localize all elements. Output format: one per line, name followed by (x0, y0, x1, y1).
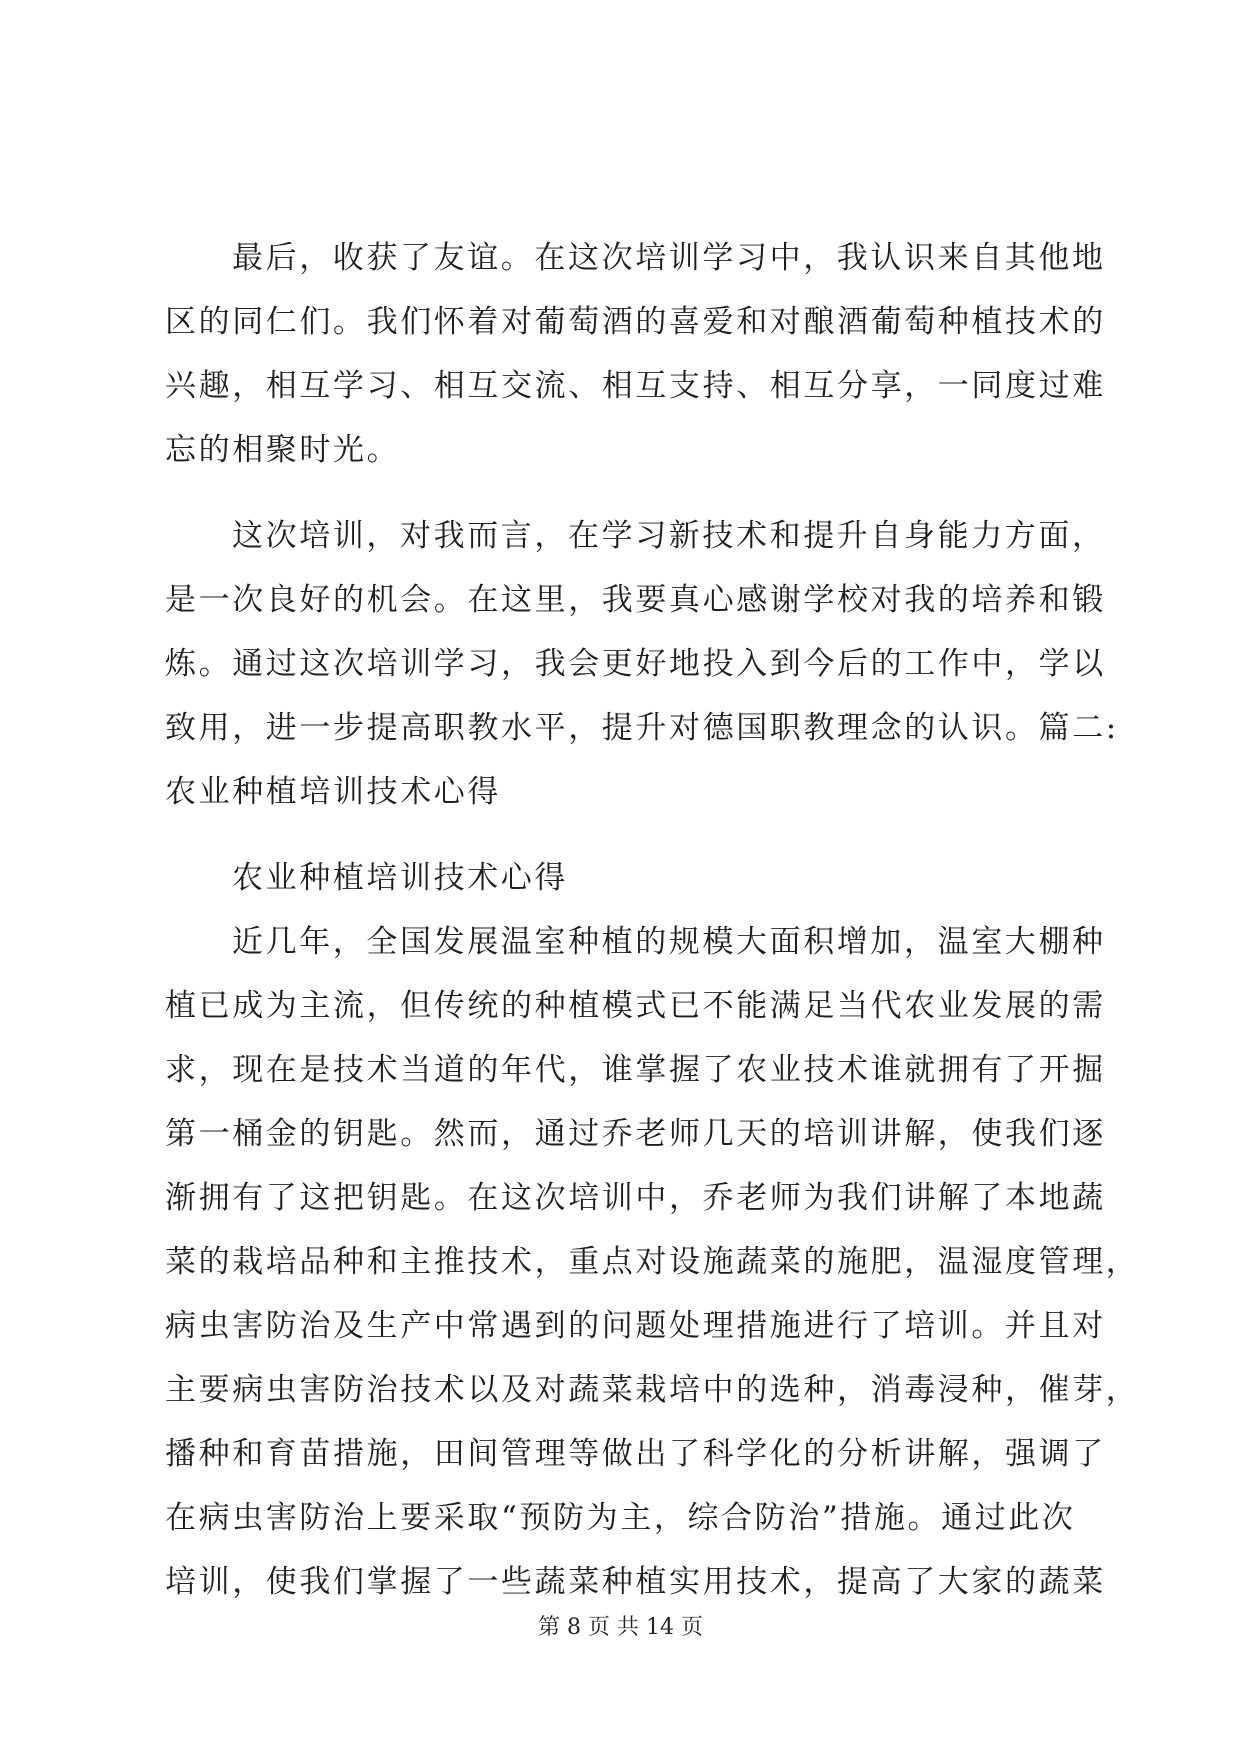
text-line: 兴趣，相互学习、相互交流、相互支持、相互分享，一同度过难 (165, 368, 1106, 404)
paragraph (165, 226, 1106, 482)
paragraph-gap (165, 482, 1090, 504)
text-line: 在病虫害防治上要采取“预防为主，综合防治”措施。通过此次 (165, 1500, 1076, 1536)
text-line: 菜的栽培品种和主推技术，重点对设施蔬菜的施肥，温湿度管理， (165, 1244, 1140, 1280)
text-line: 农业种植培训技术心得 (165, 774, 501, 810)
text-line: 忘的相聚时光。 (165, 432, 401, 468)
page-number-footer: 第 8 页 共 14 页 (538, 1615, 703, 1640)
text-line: 近几年，全国发展温室种植的规模大面积增加，温室大棚种 (232, 924, 1106, 960)
document-body (165, 226, 1140, 1614)
text-line: 求，现在是技术当道的年代，谁掌握了农业技术谁就拥有了开掘 (165, 1052, 1106, 1088)
text-line: 播种和育苗措施，田间管理等做出了科学化的分析讲解，强调了 (165, 1436, 1106, 1472)
paragraph (165, 910, 1140, 1614)
text-line: 植已成为主流，但传统的种植模式已不能满足当代农业发展的需 (165, 988, 1106, 1024)
text-line: 致用，进一步提高职教水平，提升对德国职教理念的认识。篇二: (165, 710, 1119, 746)
text-line: 主要病虫害防治技术以及对蔬菜栽培中的选种，消毒浸种，催芽， (165, 1372, 1140, 1408)
text-line: 是一次良好的机会。在这里，我要真心感谢学校对我的培养和锻 (165, 582, 1106, 618)
text-line: 这次培训，对我而言，在学习新技术和提升自身能力方面， (232, 518, 1106, 554)
text-line: 渐拥有了这把钥匙。在这次培训中，乔老师为我们讲解了本地蔬 (165, 1180, 1106, 1216)
section-heading: 农业种植培训技术心得 (232, 860, 568, 896)
text-line: 病虫害防治及生产中常遇到的问题处理措施进行了培训。并且对 (165, 1308, 1106, 1344)
text-line: 区的同仁们。我们怀着对葡萄酒的喜爱和对酿酒葡萄种植技术的 (165, 304, 1106, 340)
paragraph (165, 504, 1119, 824)
text-line: 第一桶金的钥匙。然而，通过乔老师几天的培训讲解，使我们逐 (165, 1116, 1106, 1152)
text-line: 培训，使我们掌握了一些蔬菜种植实用技术，提高了大家的蔬菜 (165, 1564, 1106, 1600)
text-line: 炼。通过这次培训学习，我会更好地投入到今后的工作中，学以 (165, 646, 1106, 682)
text-line: 最后，收获了友谊。在这次培训学习中，我认识来自其他地 (232, 240, 1106, 276)
paragraph-gap (165, 824, 1090, 846)
